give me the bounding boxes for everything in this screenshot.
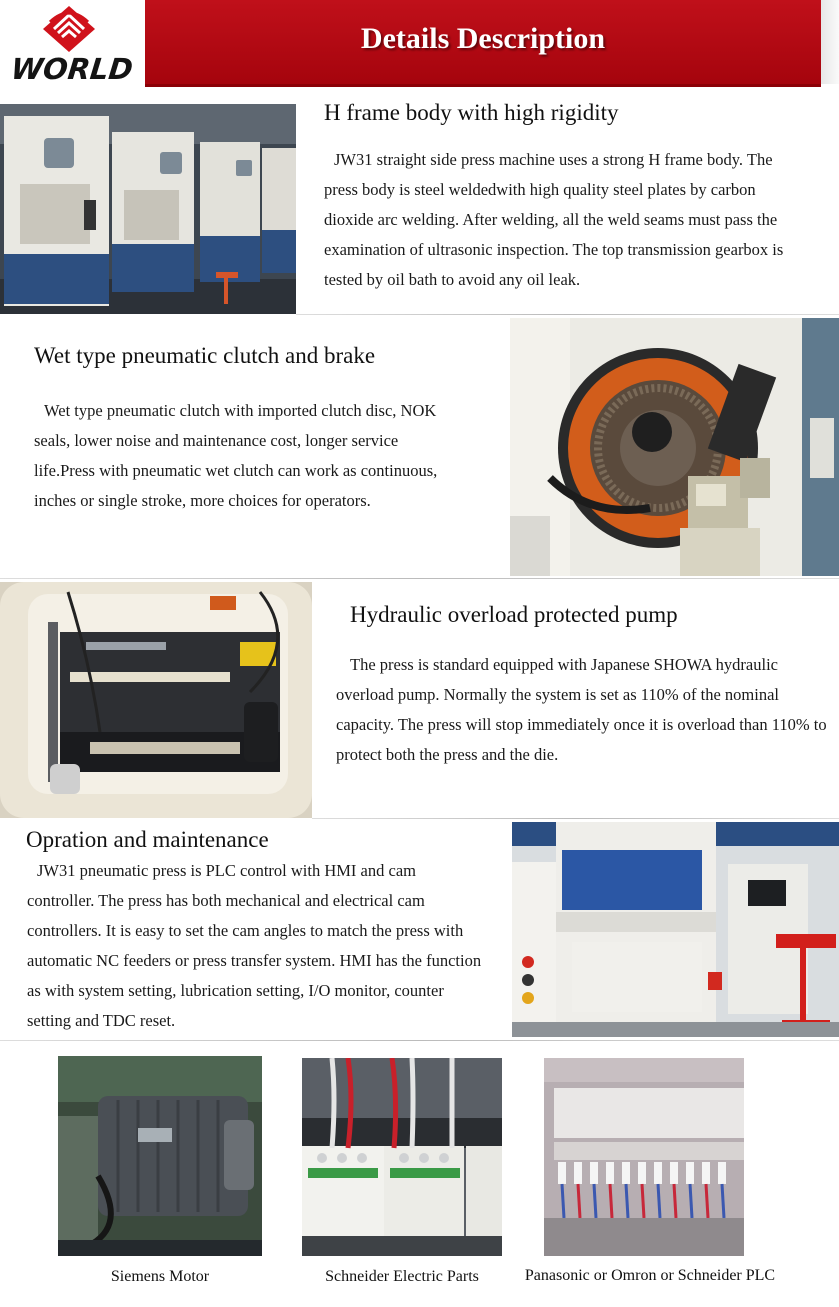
page-title: Details Description [360,22,606,55]
hydraulic-pump-photo [0,582,312,818]
world-logo-icon [40,4,98,54]
plc-control-photo [512,822,839,1037]
siemens-motor-photo [58,1056,262,1256]
banner-underline [145,84,821,87]
section-2-heading: Wet type pneumatic clutch and brake [34,343,376,368]
section-divider [296,314,839,315]
section-3-heading: Hydraulic overload protected pump [350,602,678,627]
caption-siemens-motor: Siemens Motor [110,1268,210,1285]
h-frame-press-photo [0,104,296,314]
section-divider [0,1040,839,1041]
section-3-text: The press is standard equipped with Japanese SHOWA hydraulic overload pump. Normally the system is set as 110% of the nominal capacity. The press will stop immediately once it is overload than 110% to protect both the press and the die. [336,655,827,764]
section-4-heading: Opration and maintenance [26,827,269,852]
pneumatic-clutch-photo [510,318,839,576]
title-banner [145,0,821,84]
section-1-heading: H frame body with high rigidity [324,100,619,125]
logo-wordmark: WORLD [9,52,135,86]
schneider-electric-photo [302,1058,502,1256]
caption-plc: Panasonic or Omron or Schneider PLC [524,1267,776,1284]
banner-shadow [821,0,839,84]
section-1-text: JW31 straight side press machine uses a strong H frame body. The press body is steel weldedwith high quality steel plates by carbon dioxide arc welding. After welding, all the weld seams must pass the examination of ultrasonic inspection. The top transmission gearbox is tested by oil bath to avoid any oil leak. [324,150,784,289]
section-4-text: JW31 pneumatic press is PLC control with HMI and cam controller. The press has both mechanical and electrical cam controllers. It is easy to set the cam angles to match the press with automatic NC feeders or press transfer system. HMI has the function as with system setting, lubrication setting, I/O monitor, counter setting and TDC reset. [27,861,482,1030]
caption-schneider-parts: Schneider Electric Parts [325,1268,479,1285]
section-2-text: Wet type pneumatic clutch with imported clutch disc, NOK seals, lower noise and maintenance cost, longer service life.Press with pneumatic wet clutch can work as continuous, inches or single stroke, more choices for operators. [34,401,438,510]
section-divider [312,818,839,819]
plc-module-photo [544,1058,744,1256]
section-divider [0,578,839,579]
brand-logo [0,0,145,86]
